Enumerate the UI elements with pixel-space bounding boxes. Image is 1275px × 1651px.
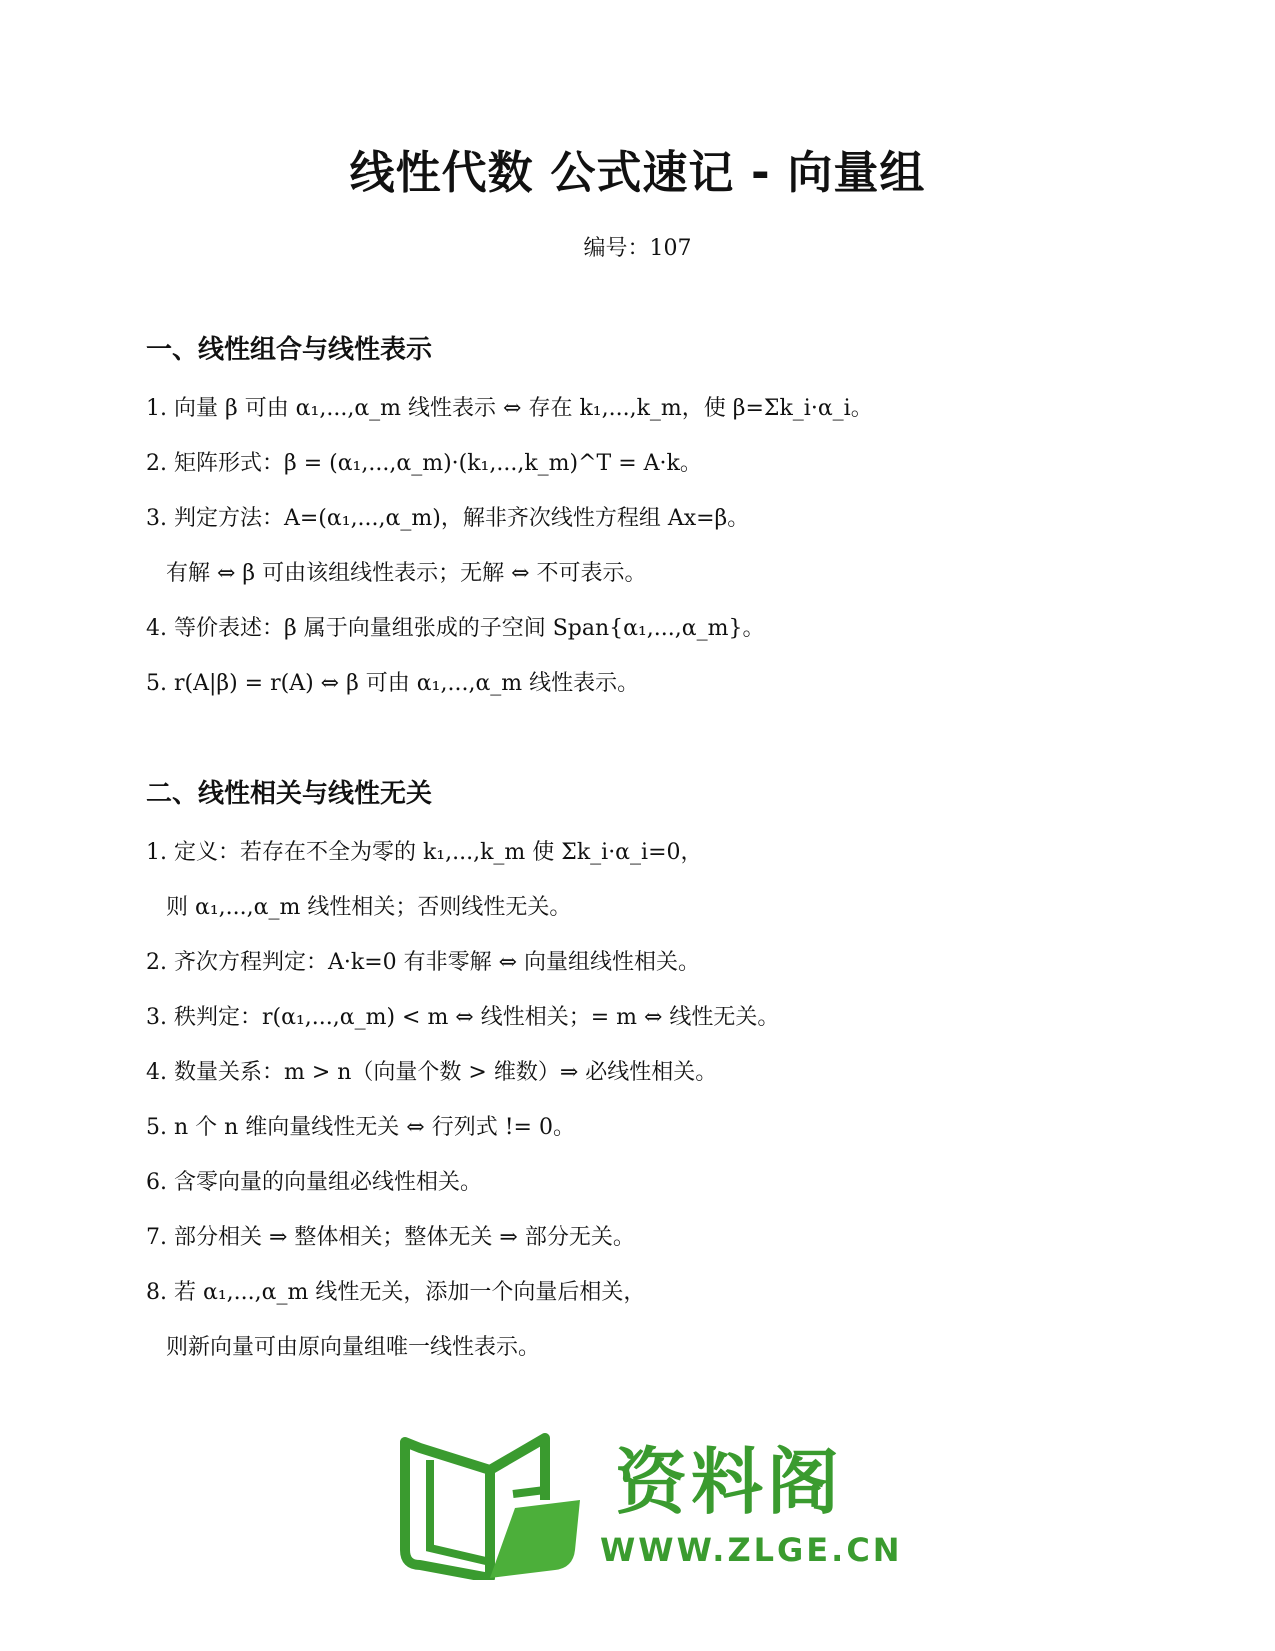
section-2-line-1: 1. 定义：若存在不全为零的 k₁,...,k_m 使 Σk_i·α_i=0，	[146, 840, 703, 865]
section-heading-2: 二、线性相关与线性无关	[146, 779, 433, 809]
section-2-line-8-continued: 则新向量可由原向量组唯一线性表示。	[166, 1335, 541, 1360]
section-2-line-1-continued: 则 α₁,...,α_m 线性相关；否则线性无关。	[166, 895, 572, 920]
section-2-line-4: 4. 数量关系：m > n（向量个数 > 维数）⇒ 必线性相关。	[146, 1060, 718, 1085]
section-1-line-5: 5. r(A|β) = r(A) ⇔ β 可由 α₁,...,α_m 线性表示。	[146, 671, 640, 696]
section-1-line-1: 1. 向量 β 可由 α₁,...,α_m 线性表示 ⇔ 存在 k₁,...,k_m，使 β=Σk_i·α_i。	[146, 396, 873, 421]
section-1-line-4: 4. 等价表述：β 属于向量组张成的子空间 Span{α₁,...,α_m}。	[146, 616, 765, 641]
section-2-line-2: 2. 齐次方程判定：A·k=0 有非零解 ⇔ 向量组线性相关。	[146, 950, 701, 975]
section-1-line-3: 3. 判定方法：A=(α₁,...,α_m)，解非齐次线性方程组 Ax=β。	[146, 506, 750, 531]
section-2-line-8: 8. 若 α₁,...,α_m 线性无关，添加一个向量后相关，	[146, 1280, 646, 1305]
watermark-name: 资料阁	[615, 1440, 844, 1524]
section-2-line-3: 3. 秩判定：r(α₁,...,α_m) < m ⇔ 线性相关；= m ⇔ 线性无关。	[146, 1005, 780, 1030]
section-2-line-5: 5. n 个 n 维向量线性无关 ⇔ 行列式 != 0。	[146, 1115, 575, 1140]
section-2-line-7: 7. 部分相关 ⇒ 整体相关；整体无关 ⇒ 部分无关。	[146, 1225, 635, 1250]
page-title: 线性代数 公式速记 - 向量组	[349, 146, 926, 199]
section-heading-1: 一、线性组合与线性表示	[146, 335, 433, 365]
document-serial: 编号：107	[583, 236, 692, 261]
watermark-url: WWW.ZLGE.CN	[600, 1531, 903, 1569]
open-book-folder-icon	[395, 1430, 595, 1580]
section-1-line-2: 2. 矩阵形式：β = (α₁,...,α_m)·(k₁,...,k_m)^T = A·k。	[146, 451, 702, 476]
section-1-line-3-continued: 有解 ⇔ β 可由该组线性表示；无解 ⇔ 不可表示。	[166, 561, 647, 586]
section-2-line-6: 6. 含零向量的向量组必线性相关。	[146, 1170, 482, 1195]
